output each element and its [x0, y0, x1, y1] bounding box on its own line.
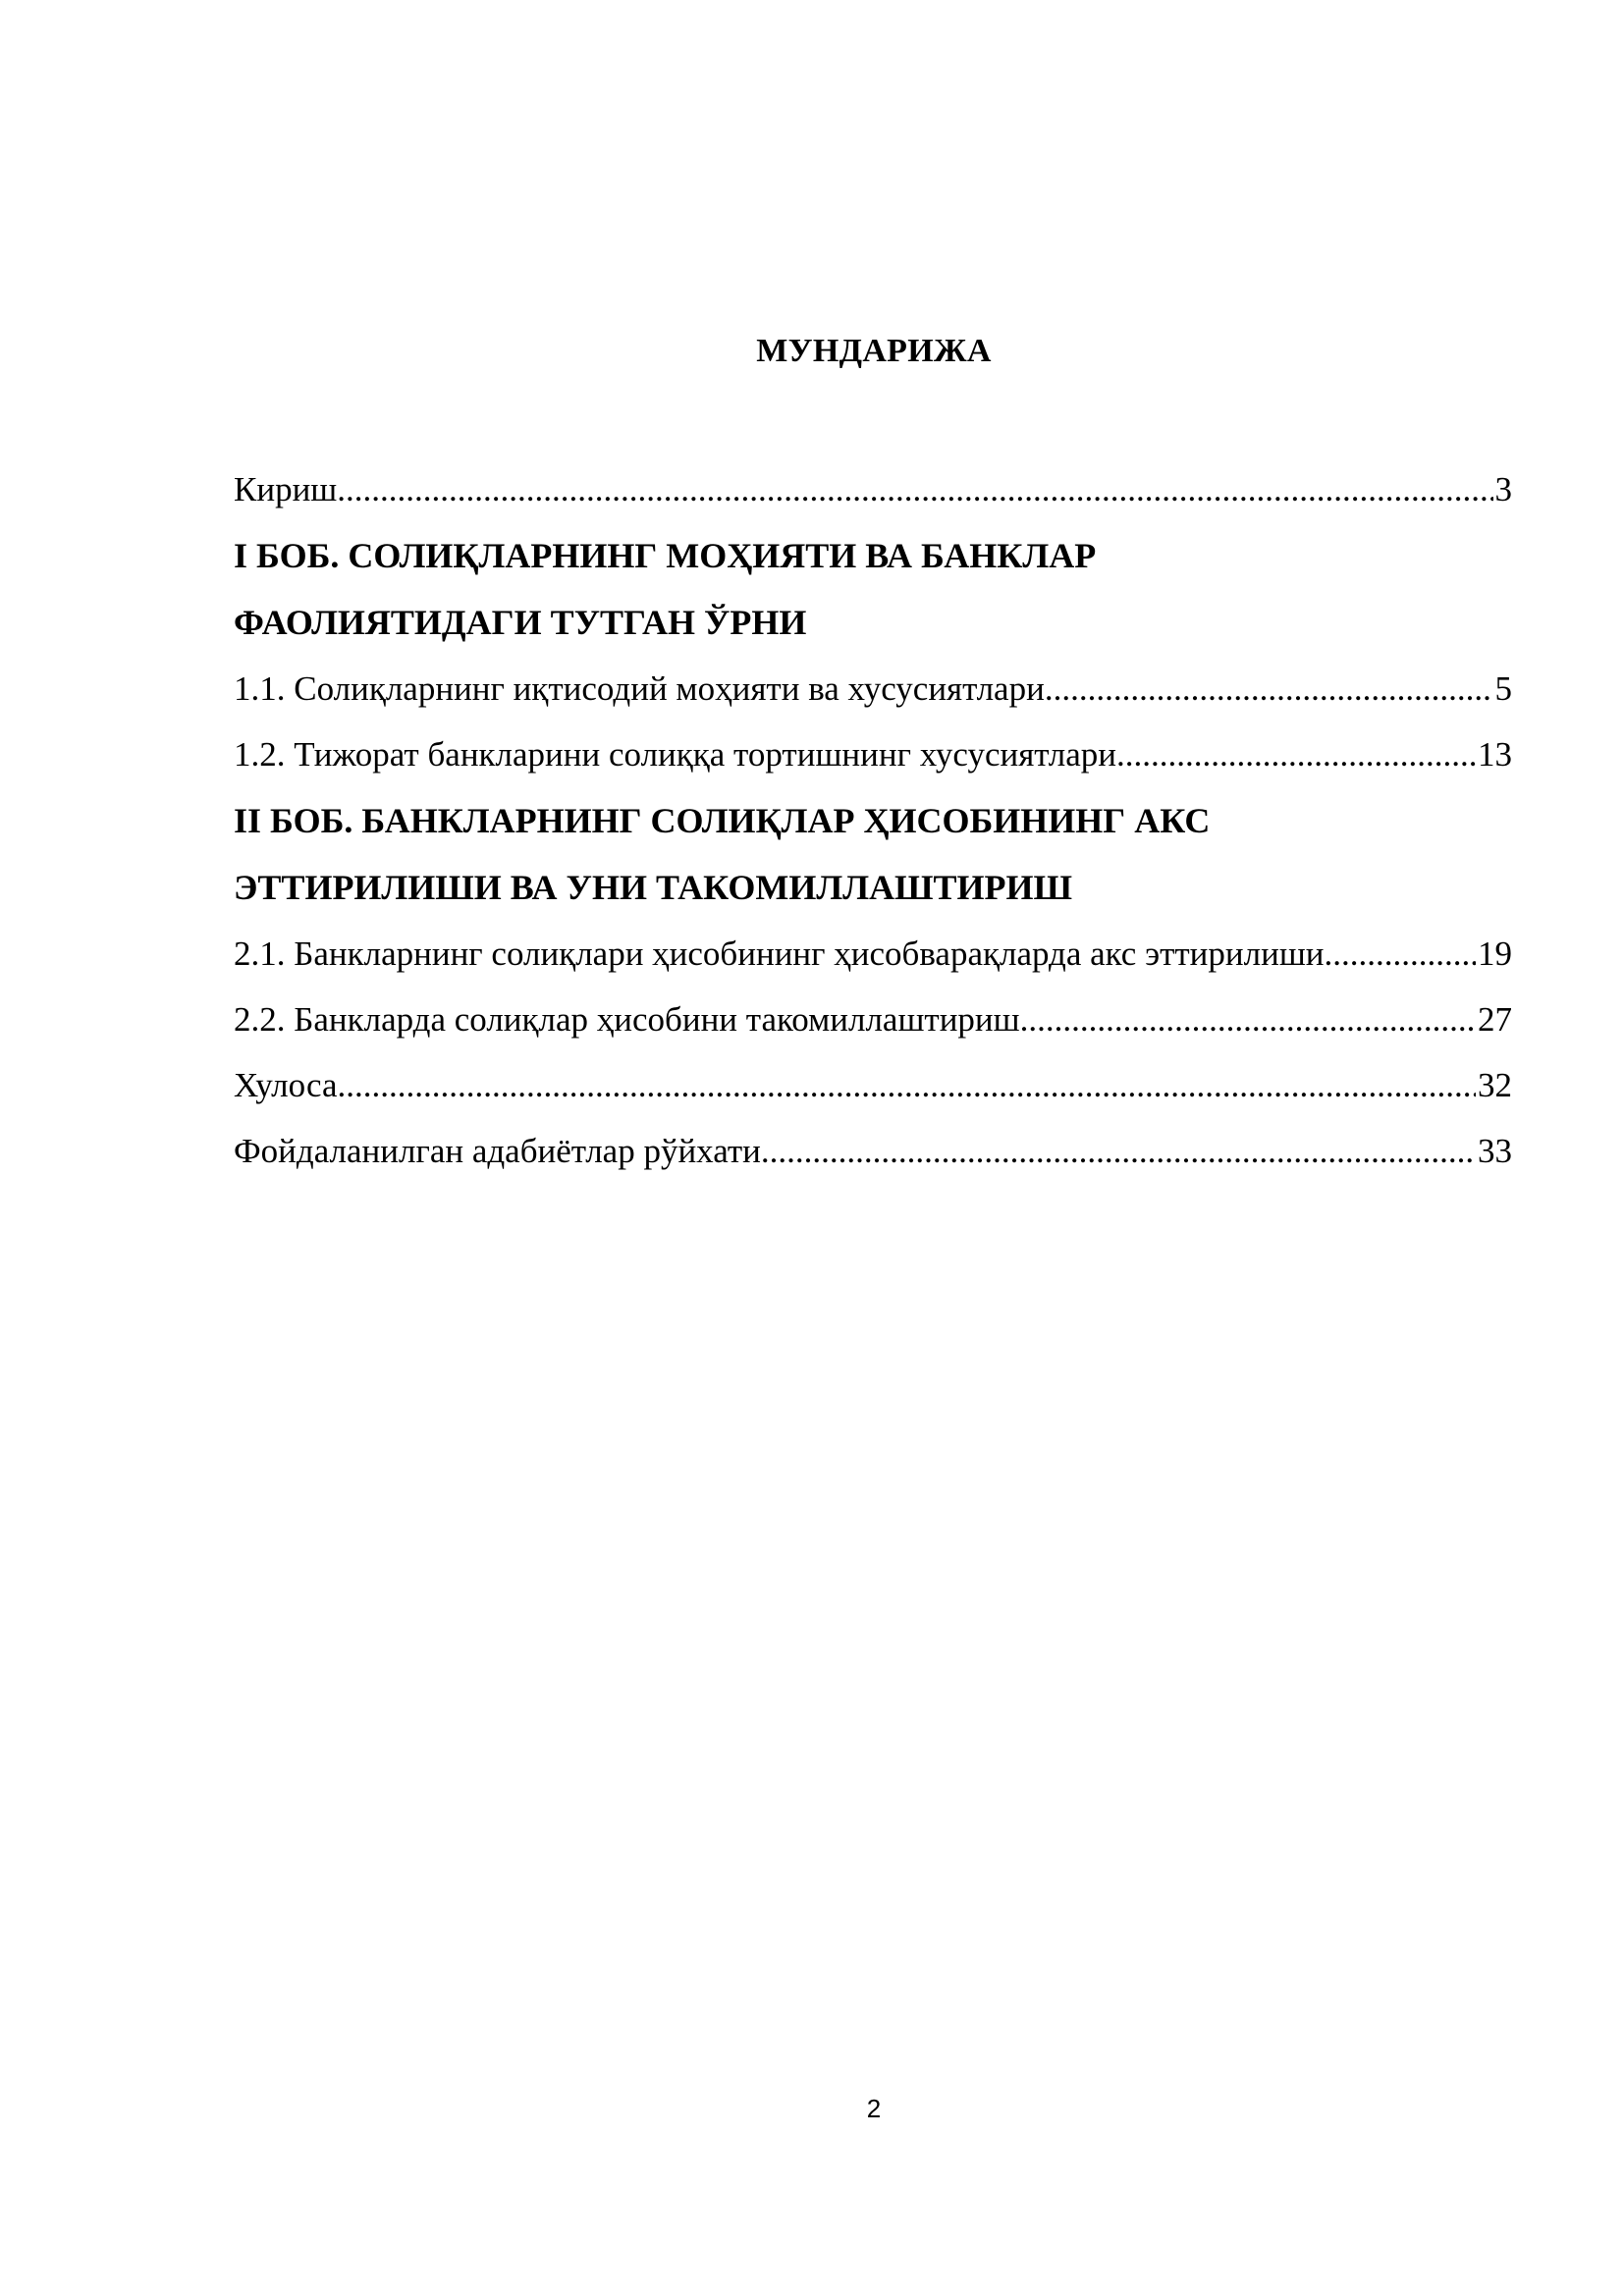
toc-dot-leader [761, 1118, 1476, 1184]
toc-entry-label: 2.1. Банкларнинг солиқлари ҳисобининг ҳисобварақларда акс эттирилиши [234, 934, 1325, 973]
toc-dot-leader [338, 1052, 1477, 1118]
page-title: МУНДАРИЖА [756, 333, 992, 369]
toc-page-number: 3 [1494, 470, 1512, 508]
toc-entry-label: Кириш [234, 470, 338, 508]
toc-entry-label: 2.2. Банкларда солиқлар ҳисобини такомиллаштириш [234, 1000, 1020, 1039]
toc-entry-introduction[interactable] [234, 456, 1512, 522]
toc-page-number: 27 [1478, 1000, 1512, 1039]
toc-entry-section-1-2[interactable] [234, 721, 1512, 787]
toc-entry-section-2-2[interactable] [234, 987, 1512, 1052]
page-number: 2 [866, 2094, 882, 2123]
toc-dot-leader [337, 456, 1492, 522]
toc-entry-section-1-1[interactable] [234, 656, 1512, 721]
toc-dot-leader [1045, 656, 1493, 721]
toc-entry-label: 1.1. Солиқларнинг иқтисодий моҳияти ва хусусиятлари [234, 669, 1045, 708]
toc-entry-label: Хулоса [234, 1066, 338, 1104]
toc-entry-conclusion[interactable] [234, 1052, 1512, 1118]
toc-page-number: 33 [1478, 1132, 1512, 1170]
toc-chapter-2-heading-line-2[interactable]: ЭТТИРИЛИШИ ВА УНИ ТАКОМИЛЛАШТИРИШ [234, 868, 1073, 907]
toc-page-number: 32 [1478, 1066, 1512, 1104]
toc-chapter-1-heading-line-2[interactable]: ФАОЛИЯТИДАГИ ТУТГАН ЎРНИ [234, 603, 807, 642]
toc-chapter-2-heading-line-1[interactable]: II БОБ. БАНКЛАРНИНГ СОЛИҚЛАР ҲИСОБИНИНГ АКС [234, 801, 1211, 840]
toc-chapter-1-heading-line-1[interactable]: I БОБ. СОЛИҚЛАРНИНГ МОҲИЯТИ ВА БАНКЛАР [234, 536, 1097, 575]
toc-page-number: 19 [1478, 934, 1512, 973]
toc-dot-leader [1325, 921, 1476, 987]
toc-entry-bibliography[interactable] [234, 1118, 1512, 1184]
toc-entry-section-2-1[interactable] [234, 921, 1512, 987]
table-of-contents [234, 456, 1512, 1184]
toc-dot-leader [1116, 721, 1476, 787]
toc-entry-label: 1.2. Тижорат банкларини солиққа тортишнинг хусусиятлари [234, 735, 1116, 774]
toc-dot-leader [1020, 987, 1476, 1052]
toc-page-number: 13 [1478, 735, 1512, 774]
toc-page-number: 5 [1494, 669, 1512, 708]
toc-entry-label: Фойдаланилган адабиётлар рўйхати [234, 1132, 761, 1170]
